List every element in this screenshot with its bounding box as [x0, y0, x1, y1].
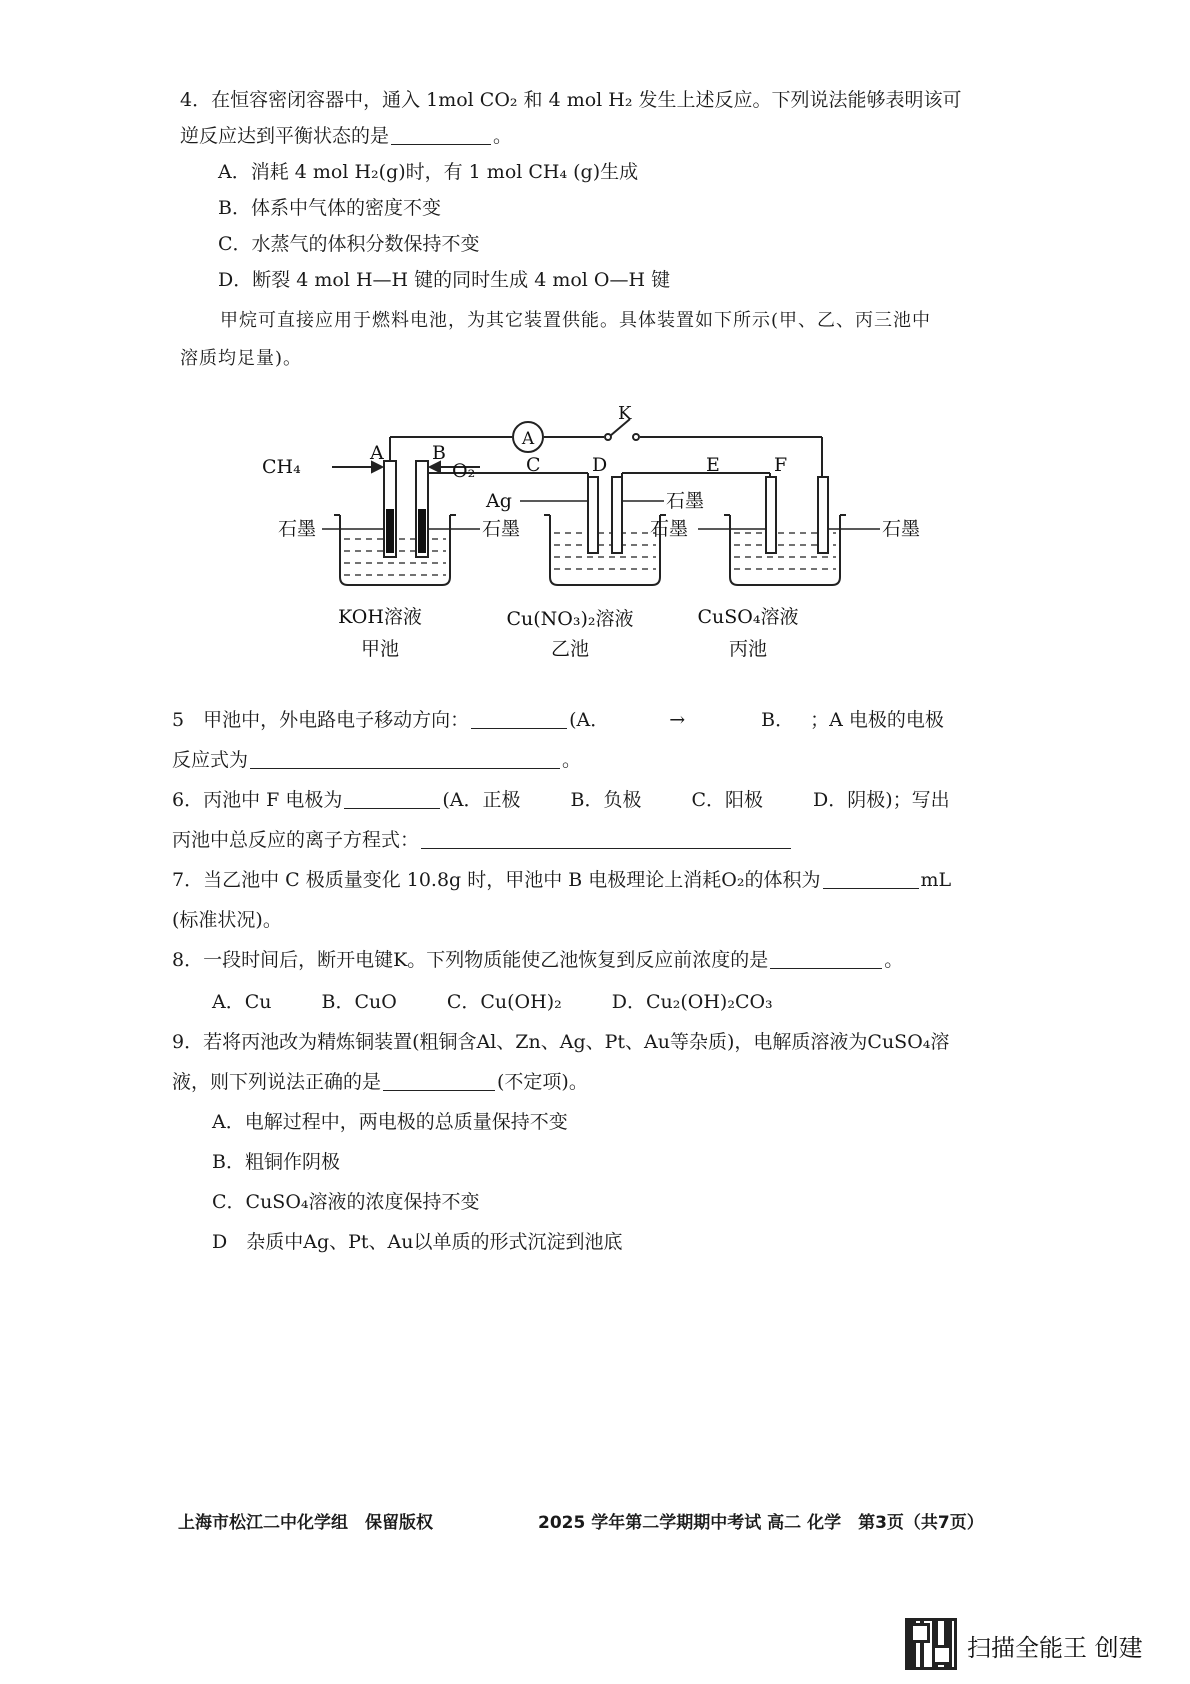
q5-direction-blank[interactable]: [471, 710, 567, 729]
q5-equation-blank[interactable]: [250, 750, 560, 769]
pool-bing-label: 丙池: [728, 638, 768, 660]
q4-stem-text: 逆反应达到平衡状态的是: [180, 125, 390, 147]
q5-electrode-a-prompt: ；A 电极的电极: [810, 709, 944, 731]
q8-stem: 8．一段时间后，断开电键K。下列物质能使乙池恢复到反应前浓度的是: [172, 949, 769, 971]
q5-line1: 5 甲池中，外电路电子移动方向： (A． → B． ；A 电极的电极: [172, 709, 944, 731]
q8-option-a: A．Cu: [212, 991, 272, 1013]
pool-jia-label: 甲池: [360, 638, 400, 660]
q9-option-c: C．CuSO₄溶液的浓度保持不变: [212, 1191, 480, 1213]
q9-line1: 9．若将丙池改为精炼铜装置(粗铜含Al、Zn、Ag、Pt、Au等杂质)，电解质溶液为CuSO₄溶: [172, 1031, 950, 1053]
q7-unit: mL: [920, 869, 952, 891]
q8-end: 。: [884, 949, 904, 971]
intro-line2: 溶质均足量)。: [180, 348, 303, 369]
graphite-d-label: 石墨: [666, 490, 705, 512]
q6-option-c: C．阳极: [691, 789, 764, 811]
q8-line1: [172, 948, 903, 972]
graphite-e-label: 石墨: [650, 518, 689, 540]
solution-bing-label: CuSO₄溶液: [697, 606, 799, 628]
electrode-c-label: C: [526, 454, 541, 476]
q4-option-b: B．体系中气体的密度不变: [218, 197, 441, 219]
q9-line2: [172, 1070, 588, 1094]
q5-equation-prompt: 反应式为: [172, 749, 249, 771]
q6-line1: [172, 788, 950, 812]
q6-line2: [172, 828, 793, 852]
graphite-b-core: [418, 509, 426, 553]
q5-line2: [172, 748, 581, 772]
electrode-a-label: A: [370, 442, 384, 464]
q9-stem: 液，则下列说法正确的是: [172, 1071, 382, 1093]
ag-electrode-label: Ag: [486, 490, 512, 512]
q5-stem: 5 甲池中，外电路电子移动方向：: [172, 709, 470, 731]
q5-end: 。: [562, 749, 582, 771]
scanner-watermark: [905, 1618, 1167, 1670]
q6-option-a: (A．正极: [442, 789, 521, 811]
electrode-d-label: D: [592, 454, 608, 476]
pool-yi-label: 乙池: [550, 638, 590, 660]
ammeter-label: A: [521, 429, 535, 449]
ch4-inlet-label: CH₄: [262, 456, 301, 478]
q4-answer-blank[interactable]: [391, 126, 491, 145]
electrode-f-label: F: [774, 454, 788, 476]
q7-line2: (标准状况)。: [172, 909, 282, 931]
q9-option-a: A．电解过程中，两电极的总质量保持不变: [212, 1111, 568, 1133]
o2-inlet-label: O₂: [452, 460, 476, 482]
q7-volume-blank[interactable]: [823, 870, 919, 889]
graphite-f-label: 石墨: [882, 518, 921, 540]
qr-code-icon: [905, 1618, 957, 1670]
q4-stem-line1: 4．在恒容密闭容器中，通入 1mol CO₂ 和 4 mol H₂ 发生上述反应。下列说法能够表明该可: [180, 89, 962, 111]
electrode-e-label: E: [706, 454, 720, 476]
q4-stem-line2: [180, 124, 512, 148]
watermark-text: 扫描全能王 创建: [967, 1634, 1143, 1662]
q8-option-c: C．Cu(OH)₂: [446, 991, 562, 1013]
footer-page-info: 2025 学年第二学期期中考试 高二 化学 第3页（共7页）: [538, 1513, 984, 1533]
q6-stem: 6．丙池中 F 电极为: [172, 789, 343, 811]
electrochemistry-apparatus-diagram: [262, 403, 930, 695]
q8-option-d: D．Cu₂(OH)₂CO₃: [611, 991, 773, 1013]
graphite-a-core: [386, 509, 394, 553]
q4-option-c: C．水蒸气的体积分数保持不变: [218, 233, 480, 255]
q4-stem-end: 。: [493, 125, 513, 147]
graphite-b-label: 石墨: [482, 518, 521, 540]
electrode-c: [588, 477, 598, 553]
switch-label: K: [618, 403, 632, 424]
q7-stem: 7．当乙池中 C 极质量变化 10.8g 时，甲池中 B 电极理论上消耗O₂的体积为: [172, 869, 821, 891]
electrode-d: [612, 477, 622, 553]
q9-option-b: B．粗铜作阴极: [212, 1151, 340, 1173]
solution-jia-label: KOH溶液: [338, 606, 422, 628]
q4-option-a: A．消耗 4 mol H₂(g)时，有 1 mol CH₄ (g)生成: [218, 161, 639, 183]
solution-yi-label: Cu(NO₃)₂溶液: [506, 608, 634, 630]
q9-option-d: D 杂质中Ag、Pt、Au以单质的形式沉淀到池底: [212, 1231, 623, 1253]
footer-copyright: 上海市松江二中化学组 保留版权: [178, 1513, 433, 1533]
q6-option-b: B．负极: [570, 789, 642, 811]
beaker-yi: [550, 515, 660, 585]
q7-line1: [172, 868, 951, 892]
q5-option-b: B．: [761, 709, 795, 731]
q9-answer-blank[interactable]: [383, 1072, 495, 1091]
electrode-b-label: B: [432, 442, 446, 464]
q6-equation-blank[interactable]: [421, 830, 791, 849]
electrode-f: [818, 477, 828, 553]
q5-option-a: (A．: [569, 709, 610, 731]
q8-answer-blank[interactable]: [770, 950, 882, 969]
q9-stem-end: (不定项)。: [497, 1071, 588, 1093]
q8-option-b: B．CuO: [321, 991, 397, 1013]
q6-electrode-blank[interactable]: [344, 790, 440, 809]
q4-option-d: D．断裂 4 mol H—H 键的同时生成 4 mol O—H 键: [218, 269, 671, 291]
q8-options: [212, 990, 773, 1014]
intro-line1: 甲烷可直接应用于燃料电池，为其它装置供能。具体装置如下所示(甲、乙、丙三池中: [220, 310, 932, 331]
electrode-e: [766, 477, 776, 553]
switch-contact-right: [633, 434, 639, 440]
graphite-a-label: 石墨: [278, 518, 317, 540]
q6-option-d: D．阴极)；写出: [813, 789, 950, 811]
q6-equation-prompt: 丙池中总反应的离子方程式：: [172, 829, 420, 851]
